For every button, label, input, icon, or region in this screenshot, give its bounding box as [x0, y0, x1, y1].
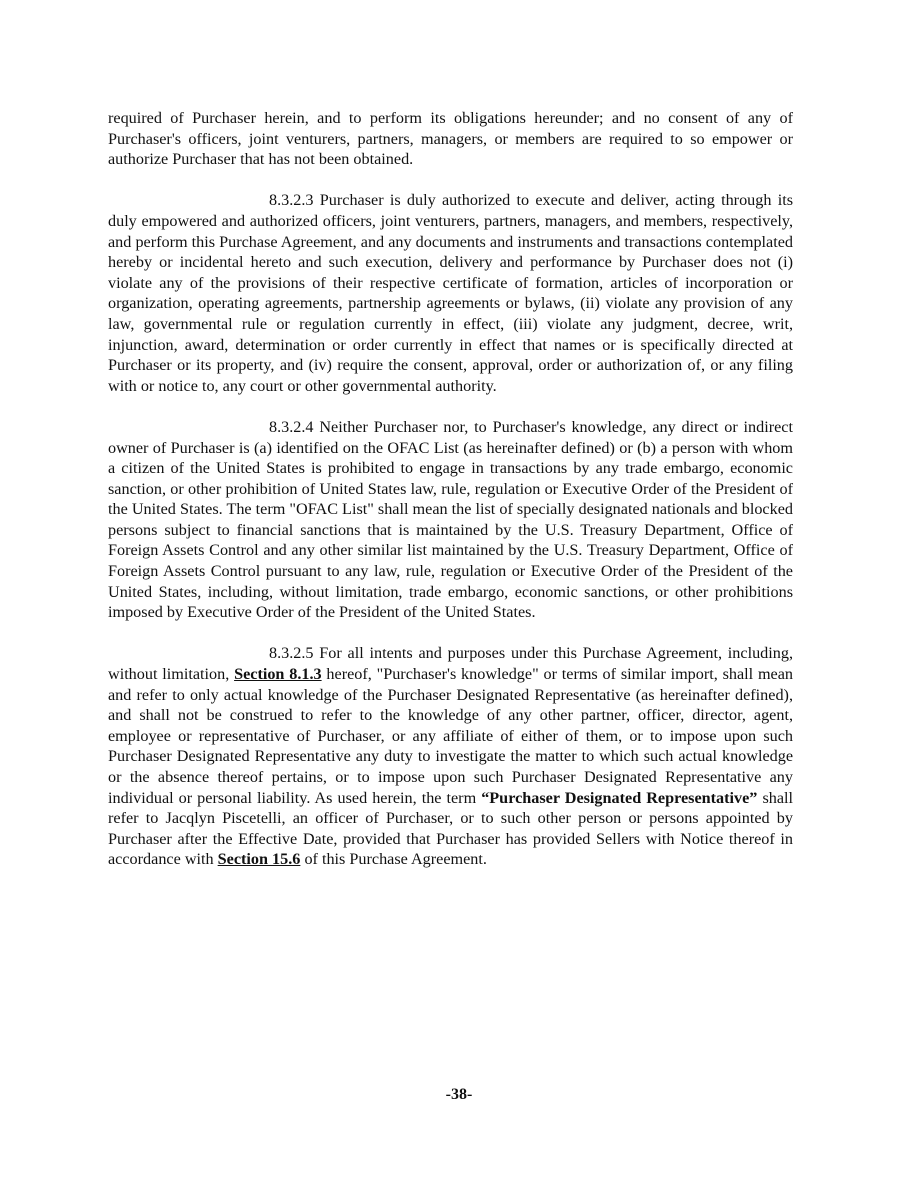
paragraph-text: Neither Purchaser nor, to Purchaser's knowledge, any direct or indirect owner of Purchaser is (a) identified on the OFAC List (as hereinafter defined) or (b) a person with whom a citizen of the United States is prohibited to engage in transactions by any trade embargo, economic sanction, or other prohibition of United States law, rule, regulation or Executive Order of the President of the United States. The term "OFAC List" shall mean the list of specially designated nationals and blocked persons subject to financial sanctions that is maintained by the U.S. Treasury Department, Office of Foreign Assets Control and any other similar list maintained by the U.S. Treasury Department, Office of Foreign Assets Control pursuant to any law, rule, regulation or Executive Order of the President of the United States, including, without limitation, trade embargo, economic sanctions, or other prohibitions imposed by Executive Order of the President of the United States. [108, 417, 793, 622]
page-number: -38- [445, 1086, 473, 1103]
paragraph-text: of this Purchase Agreement. [304, 850, 487, 869]
paragraph-text: shall refer to Jacqlyn Piscetelli, an officer of Purchaser, or to such other person or persons appointed by Purchaser after the Effective Date, provided that Purchaser has provided Sellers with Notice thereof in accordance with [108, 788, 794, 869]
section-reference-8-1-3: Section 8.1.3 [234, 665, 322, 684]
paragraph-8-3-2-5 [108, 643, 793, 870]
paragraph-continuation [108, 108, 793, 170]
paragraph-text: For all intents and purposes under this Purchase Agreement, including, without limitation, [108, 644, 793, 684]
paragraph-8-3-2-3 [108, 190, 793, 396]
section-number: 8.3.2.4 [269, 417, 314, 436]
document-body [108, 108, 793, 870]
paragraph-text: required of Purchaser herein, and to perform its obligations hereunder; and no consent of any of Purchaser's officers, joint venturers, partners, managers, or members are required to so empower or authorize Purchaser that has not been obtained. [108, 109, 793, 169]
section-number: 8.3.2.5 [269, 644, 314, 663]
section-number: 8.3.2.3 [269, 191, 314, 210]
paragraph-8-3-2-4 [108, 417, 793, 623]
section-reference-15-6: Section 15.6 [217, 850, 301, 869]
paragraph-text: Purchaser is duly authorized to execute and deliver, acting through its duly empowered and authorized officers, joint venturers, partners, managers, and members, respectively, and perform this Purchase Agreement, and any documents and instruments and transactions contemplated hereby or incidental hereto and such execution, delivery and performance by Purchaser does not (i) violate any of the provisions of their respective certificate of formation, articles of incorporation or organization, operating agreements, partnership agreements or bylaws, (ii) violate any provision of any law, governmental rule or regulation currently in effect, (iii) violate any judgment, decree, writ, injunction, award, determination or order currently in effect that names or is specifically directed at Purchaser or its property, and (iv) require the consent, approval, order or authorization of, or any filing with or notice to, any court or other governmental authority. [108, 191, 793, 395]
defined-term: “Purchaser Designated Representative” [481, 788, 758, 807]
paragraph-text: hereof, "Purchaser's knowledge" or terms of similar import, shall mean and refer to only actual knowledge of the Purchaser Designated Representative (as hereinafter defined), and shall not be construed to refer to the knowledge of any other partner, officer, director, agent, employee or representative of Purchaser, or any affiliate of either of them, or to impose upon such Purchaser Designated Representative any duty to investigate the matter to which such actual knowledge or the absence thereof pertains, or to impose upon such Purchaser Designated Representative any individual or personal liability. As used herein, the term [108, 665, 794, 807]
